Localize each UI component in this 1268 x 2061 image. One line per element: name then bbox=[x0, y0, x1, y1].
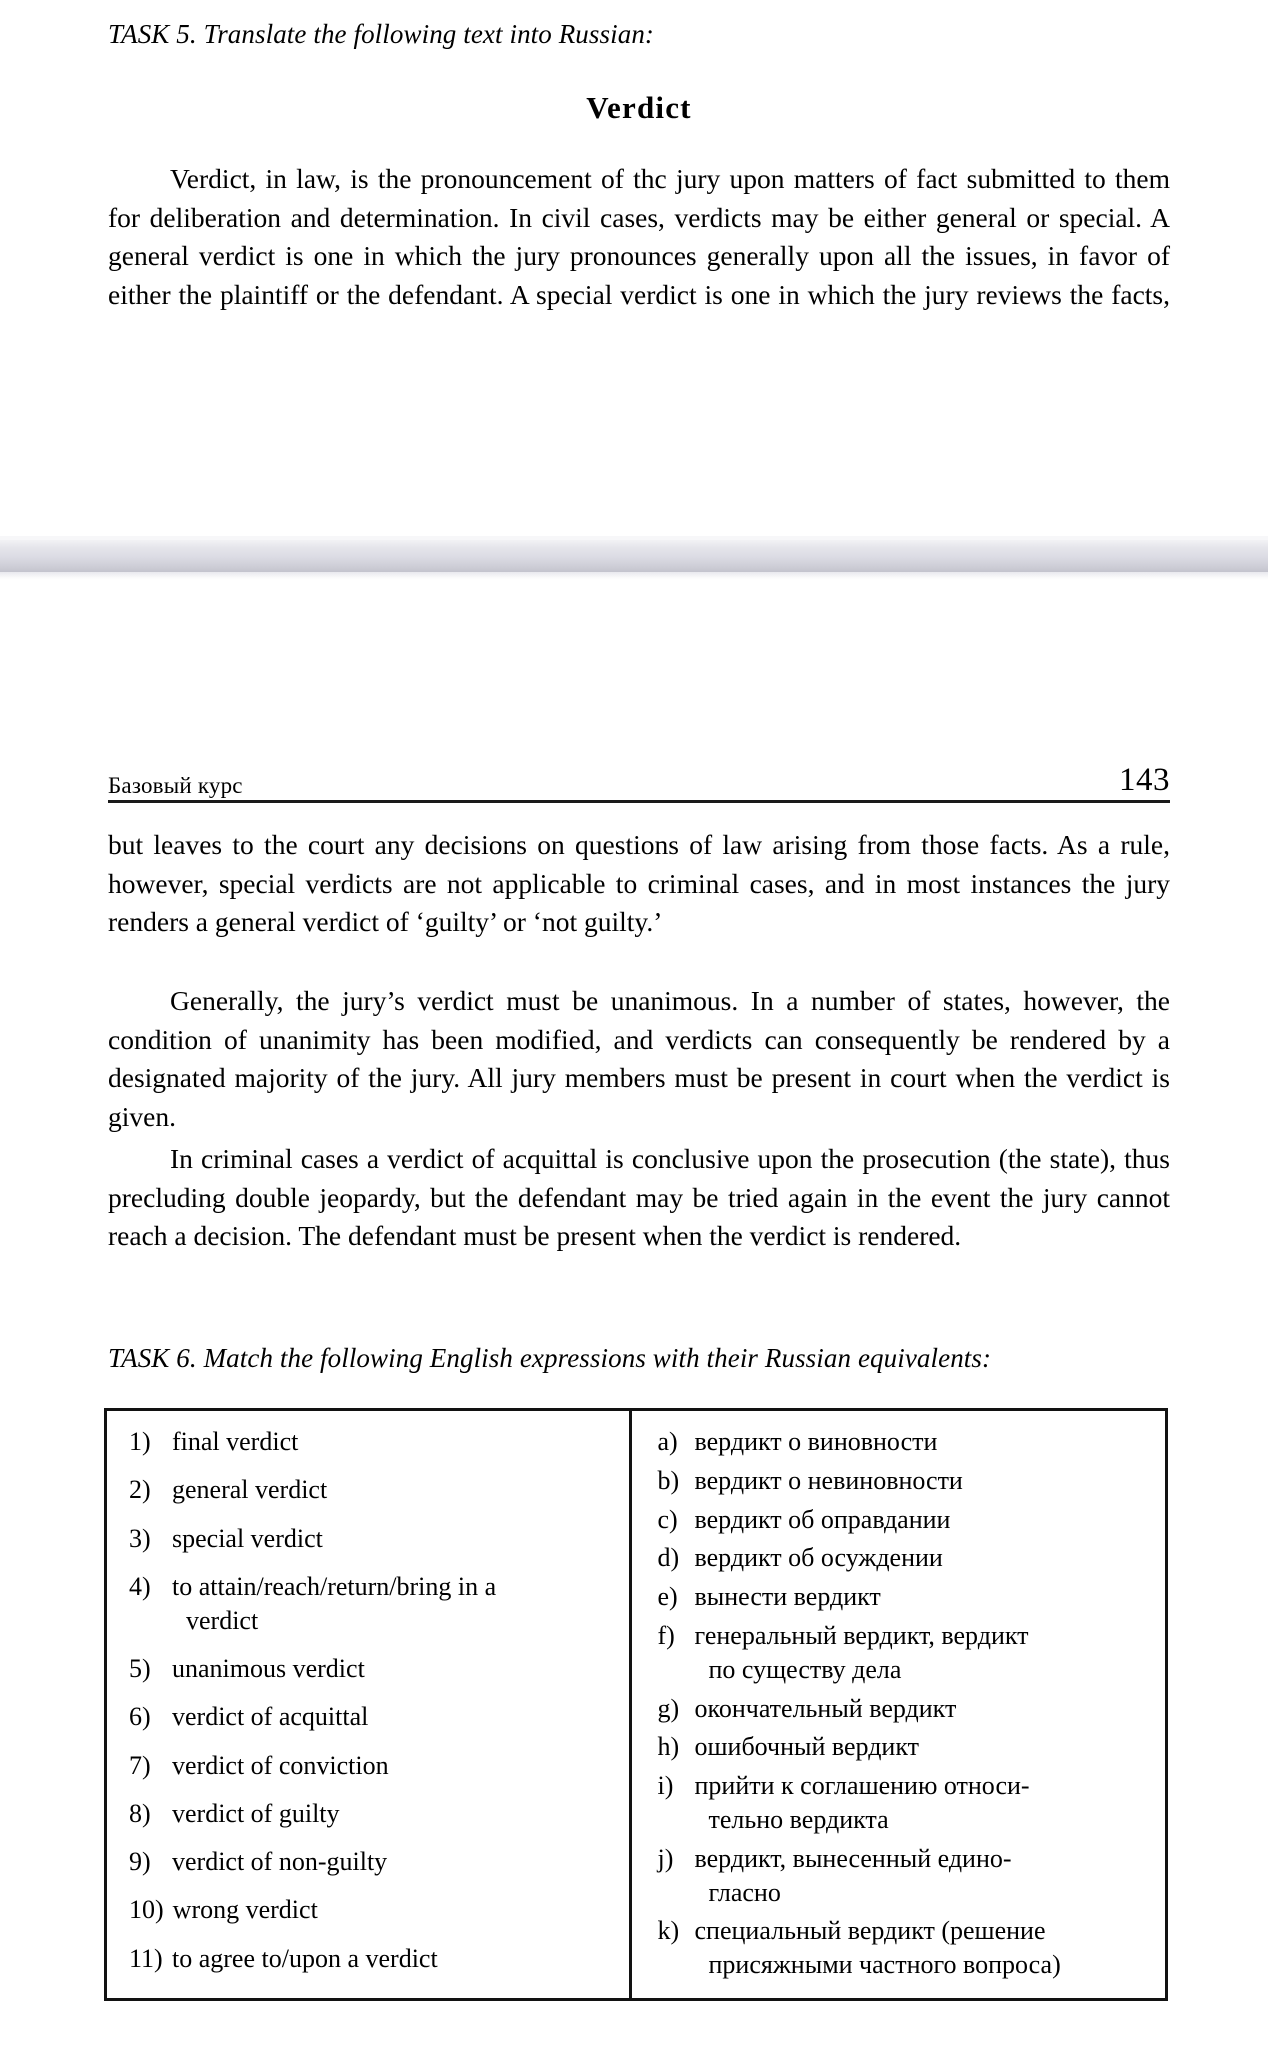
body-paragraph-2: Generally, the jury’s verdict must be unanimous. In a number of states, however, the condition of unanimity has been modified, and verdicts can consequently be rendered by a designated majority of the jury. All jury members must be present in court when the verdict is given. bbox=[108, 985, 1170, 1132]
list-text-line1: вердикт, вынесенный едино- bbox=[694, 1843, 1012, 1873]
task5-excerpt-paragraph: Verdict, in law, is the pronouncement of thc jury upon matters of fact submitted to them for deliberation and determination. In civil cases, verdicts may be either general or special. A general verdict is one in which the jury pronounces generally upon all the issues, in favor of either the plaintiff or the defendant. A special verdict is one in which the jury reviews the facts, bbox=[108, 163, 1170, 310]
list-text: ошибочный вердикт bbox=[694, 1732, 919, 1762]
list-text: verdict of guilty bbox=[172, 1798, 340, 1828]
list-item[interactable] bbox=[129, 1797, 613, 1831]
list-text-line2: по существу дела bbox=[708, 1654, 902, 1684]
list-marker: e) bbox=[657, 1582, 678, 1612]
body-paragraph-1: but leaves to the court any decisions on questions of law arising from those facts. As a rule, however, special verdicts are not applicable to criminal cases, and in most instances the jury renders a general verdict of ‘guilty’ or ‘not guilty.’ bbox=[108, 829, 1170, 937]
list-text: wrong verdict bbox=[172, 1895, 318, 1925]
task5-excerpt-block bbox=[108, 160, 1170, 353]
body-paragraph-3: In criminal cases a verdict of acquittal is conclusive upon the prosecution (the state), thus precluding double jeopardy, but the defendant may be tried again in the event the jury cannot reach a decision. The defendant must be present when the verdict is rendered. bbox=[108, 1143, 1170, 1251]
list-text-line2: присяжными частного вопроса) bbox=[708, 1950, 1061, 1980]
list-text-line2: гласно bbox=[708, 1877, 781, 1907]
list-text bbox=[695, 1769, 1149, 1837]
list-marker: k) bbox=[657, 1916, 680, 1946]
list-item[interactable] bbox=[658, 1580, 1149, 1614]
list-item[interactable] bbox=[658, 1730, 1149, 1764]
list-marker: 8) bbox=[129, 1798, 151, 1828]
list-marker: 1) bbox=[129, 1427, 151, 1456]
list-item[interactable] bbox=[658, 1914, 1149, 1982]
list-item[interactable] bbox=[658, 1619, 1149, 1687]
list-text bbox=[695, 1619, 1149, 1687]
book-title: Базовый курс bbox=[108, 773, 243, 798]
task5-heading-block bbox=[108, 18, 1170, 52]
list-marker: b) bbox=[657, 1465, 680, 1495]
body-paragraph-2-block bbox=[108, 982, 1170, 1136]
list-marker: 6) bbox=[129, 1702, 151, 1732]
list-item[interactable] bbox=[129, 1845, 613, 1879]
list-item[interactable] bbox=[129, 1942, 613, 1976]
matching-table bbox=[104, 1408, 1168, 2001]
header-rule bbox=[108, 800, 1170, 803]
list-item[interactable] bbox=[129, 1652, 613, 1686]
list-item[interactable] bbox=[129, 1700, 613, 1734]
list-text bbox=[695, 1914, 1149, 1982]
running-header bbox=[108, 755, 1170, 809]
list-marker: 11) bbox=[129, 1943, 163, 1973]
list-text-line1: прийти к соглашению относи- bbox=[694, 1771, 1030, 1801]
fold-band-shadow bbox=[0, 572, 1268, 580]
list-item[interactable] bbox=[129, 1893, 613, 1927]
list-text: вердикт об оправдании bbox=[694, 1504, 951, 1534]
list-marker: g) bbox=[657, 1693, 680, 1723]
list-item[interactable] bbox=[658, 1425, 1149, 1459]
list-text: verdict of non-guilty bbox=[172, 1847, 388, 1877]
page-fold-band bbox=[0, 536, 1268, 580]
list-marker: 7) bbox=[129, 1750, 151, 1780]
list-marker: 5) bbox=[129, 1653, 151, 1683]
body-paragraph-3-block bbox=[108, 1140, 1170, 1256]
article-title-block bbox=[108, 90, 1170, 126]
list-marker: a) bbox=[657, 1427, 678, 1456]
list-text: вынести вердикт bbox=[694, 1582, 881, 1612]
list-text-line1: генеральный вердикт, вердикт bbox=[694, 1620, 1029, 1650]
list-text bbox=[695, 1842, 1149, 1910]
list-text: вердикт об осуждении bbox=[694, 1543, 943, 1573]
list-text-line1: специальный вердикт (решение bbox=[694, 1916, 1046, 1946]
list-item[interactable] bbox=[658, 1541, 1149, 1575]
list-text: unanimous verdict bbox=[172, 1653, 365, 1683]
fold-band-gradient bbox=[0, 540, 1268, 572]
list-item[interactable] bbox=[129, 1425, 613, 1459]
russian-terms-column bbox=[632, 1411, 1165, 1998]
list-text-line2: тельно вердикта bbox=[708, 1804, 889, 1834]
list-marker: h) bbox=[657, 1732, 680, 1762]
list-item[interactable] bbox=[658, 1503, 1149, 1537]
list-text: general verdict bbox=[172, 1475, 328, 1505]
list-item[interactable] bbox=[658, 1692, 1149, 1726]
list-marker: c) bbox=[657, 1504, 678, 1534]
body-paragraph-1-block bbox=[108, 826, 1170, 942]
list-item[interactable] bbox=[129, 1522, 613, 1556]
list-text-line2: verdict bbox=[186, 1605, 259, 1635]
page-number: 143 bbox=[1119, 762, 1170, 798]
list-item[interactable] bbox=[658, 1842, 1149, 1910]
task5-heading: TASK 5. Translate the following text into Russian: bbox=[108, 19, 655, 49]
list-item[interactable] bbox=[658, 1464, 1149, 1498]
english-terms-column bbox=[107, 1411, 632, 1998]
list-marker: 10) bbox=[129, 1895, 164, 1925]
list-text bbox=[172, 1570, 613, 1638]
list-text: to agree to/upon a verdict bbox=[172, 1943, 438, 1973]
list-item[interactable] bbox=[129, 1570, 613, 1638]
article-title: Verdict bbox=[586, 90, 692, 125]
list-marker: j) bbox=[657, 1843, 674, 1873]
list-text: final verdict bbox=[172, 1427, 299, 1456]
list-marker: f) bbox=[657, 1620, 675, 1650]
list-item[interactable] bbox=[129, 1749, 613, 1783]
list-marker: d) bbox=[657, 1543, 680, 1573]
list-text: verdict of acquittal bbox=[172, 1702, 369, 1732]
list-marker: 2) bbox=[129, 1475, 151, 1505]
list-marker: 3) bbox=[129, 1523, 151, 1553]
list-item[interactable] bbox=[658, 1769, 1149, 1837]
list-text-line1: to attain/reach/return/bring in a bbox=[172, 1571, 497, 1601]
list-text: verdict of conviction bbox=[172, 1750, 389, 1780]
task6-heading: TASK 6. Match the following English expressions with their Russian equivalents: bbox=[108, 1343, 992, 1373]
list-marker: 4) bbox=[129, 1571, 151, 1601]
list-text: special verdict bbox=[172, 1523, 323, 1553]
task6-heading-block bbox=[108, 1342, 1170, 1376]
list-marker: i) bbox=[657, 1771, 674, 1801]
list-text: вердикт о невиновности bbox=[694, 1465, 963, 1495]
list-marker: 9) bbox=[129, 1847, 151, 1877]
list-text: вердикт о виновности bbox=[694, 1427, 938, 1456]
list-text: окончательный вердикт bbox=[694, 1693, 957, 1723]
list-item[interactable] bbox=[129, 1473, 613, 1507]
